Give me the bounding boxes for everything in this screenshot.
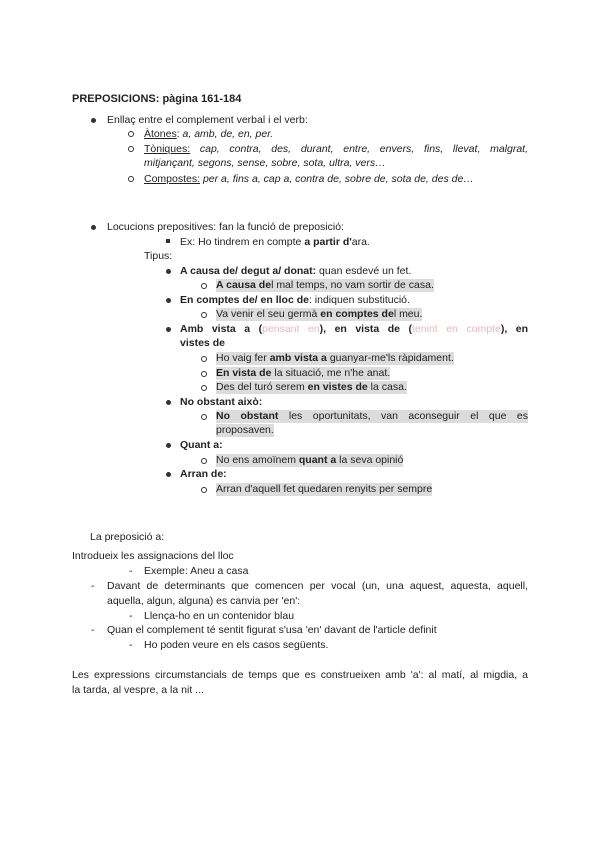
example-pre: Va venir el seu germà: [216, 308, 321, 320]
bullet-icon: [166, 472, 171, 477]
circle-bullet-icon: [201, 385, 207, 391]
circle-bullet-icon: [201, 371, 207, 377]
circle-bullet-icon: [128, 146, 134, 152]
example-post: l mal temps, no vam sortir de casa.: [271, 279, 434, 291]
example-post: ara.: [351, 236, 370, 248]
example-bold: amb vista a: [269, 352, 327, 364]
locution-example: [216, 410, 528, 423]
compostes-label: Compostes:: [144, 173, 201, 185]
bullet-icon: [166, 400, 171, 405]
locution-item: [180, 265, 411, 278]
tipus-label: Tipus:: [144, 250, 173, 262]
locution-item: [180, 439, 223, 452]
rule-1-line-1: Davant de determinants que comencen per vocal (un, una aquest, aquesta, aquell,: [107, 580, 528, 592]
locution-item: [180, 294, 410, 307]
rule-1-example: Llença-ho en un contenidor blau: [144, 610, 295, 622]
rule-2: Quan el complement té sentit figurat s'usa 'en' davant de l'article definit: [107, 624, 437, 636]
bullet-icon: [166, 298, 171, 303]
example-bold: A causa de: [216, 279, 272, 291]
bullet-icon: [166, 327, 171, 332]
locution-example: [216, 381, 407, 394]
locution-label: No obstant això:: [180, 396, 263, 408]
locution-example-line2: proposaven.: [216, 424, 274, 436]
atones-line: Àtones: a, amb, de, en, per.: [144, 128, 274, 140]
section-title: La preposició a:: [90, 531, 165, 543]
closing-line-1: Les expressions circumstancials de temps que es construeixen amb 'a': al matí, al migdia, a: [72, 669, 528, 681]
locution-label: En comptes de/ en lloc de: [180, 294, 309, 306]
rule-1-line-2: aquella, algun, alguna) es canvia per 'en':: [107, 595, 301, 607]
locution-gloss-2: tenint en compte: [412, 323, 501, 335]
toniques-text-2: mitjançant, segons, sense, sobre, sota, ultra, vers…: [144, 157, 386, 169]
square-bullet-icon: [166, 239, 170, 243]
locution-gloss-1: pensant en: [262, 323, 320, 335]
locution-label: Arran de:: [180, 468, 227, 480]
locution-after: quan esdevé un fet.: [316, 265, 412, 277]
example-post: l meu.: [393, 308, 423, 320]
example-line: Exemple: Aneu a casa: [144, 565, 249, 577]
example-bold: a partir d': [304, 236, 352, 248]
locution-label-1: Amb vista a (: [180, 323, 263, 335]
circle-bullet-icon: [201, 312, 207, 318]
dash-bullet-icon: -: [91, 624, 95, 636]
locution-after: : indiquen substitució.: [308, 294, 410, 306]
locution-item: [180, 323, 528, 336]
locucions-intro: Locucions prepositives: fan la funció de preposició:: [107, 221, 344, 233]
circle-bullet-icon: [128, 131, 134, 137]
example-post: la casa.: [367, 381, 407, 393]
atones-label: Àtones: [144, 128, 177, 140]
circle-bullet-icon: [201, 414, 207, 420]
dash-bullet-icon: -: [129, 565, 133, 577]
locution-example: [216, 454, 403, 467]
bullet-icon: [91, 225, 96, 230]
toniques-label: Tòniques:: [144, 143, 191, 155]
locution-item: [180, 468, 227, 481]
locucions-example: [180, 236, 370, 249]
dash-bullet-icon: -: [91, 580, 95, 592]
page-title: PREPOSICIONS: pàgina 161-184: [72, 93, 242, 105]
example-post: Arran d'aquell fet quedaren renyits per sempre: [216, 483, 433, 495]
example-bold: en comptes de: [320, 308, 394, 320]
locution-example: [216, 483, 432, 496]
example-post: la seva opinió: [336, 454, 404, 466]
bullet-icon: [166, 269, 171, 274]
rule-2-example: Ho poden veure en els casos següents.: [144, 639, 329, 651]
example-pre: Des del turó serem: [216, 381, 308, 393]
toniques-line-1: [144, 143, 528, 156]
example-pre: Ho vaig fer: [216, 352, 270, 364]
example-bold: en vistes de: [307, 381, 368, 393]
dash-bullet-icon: -: [129, 639, 133, 651]
toniques-text-1: cap, contra, des, durant, entre, envers, fins, llevat, malgrat,: [199, 143, 529, 155]
toniques-line-2: [144, 157, 386, 170]
locution-example: [216, 279, 434, 292]
example-pre: Ex: Ho tindrem en compte: [180, 236, 305, 248]
preposicio-intro: Introdueix les assignacions del lloc: [72, 550, 234, 562]
example-post: la situació, me n'he anat.: [271, 367, 391, 379]
locution-label: A causa de/ degut a/ donat:: [180, 265, 317, 277]
locution-example: [216, 367, 390, 380]
atones-text: a, amb, de, en, per.: [182, 128, 274, 140]
locution-item-line2: vistes de: [180, 337, 225, 349]
bullet-icon: [166, 443, 171, 448]
locution-item: [180, 396, 262, 409]
example-bold: No obstant: [216, 410, 279, 422]
dash-bullet-icon: -: [129, 610, 133, 622]
circle-bullet-icon: [128, 176, 134, 182]
bullet-icon: [91, 118, 96, 123]
circle-bullet-icon: [201, 487, 207, 493]
closing-line-2: la tarda, al vespre, a la nit ...: [72, 684, 204, 696]
locution-label-3: ), en: [500, 323, 528, 335]
locution-label: Quant a:: [180, 439, 223, 451]
example-bold: En vista de: [216, 367, 272, 379]
circle-bullet-icon: [201, 283, 207, 289]
example-pre: No ens amoïnem: [216, 454, 299, 466]
compostes-text: per a, fins a, cap a, contra de, sobre de, sota de, des de…: [202, 173, 474, 185]
compostes-line: [144, 173, 474, 186]
example-bold: quant a: [298, 454, 337, 466]
locution-label-2: ), en vista de (: [319, 323, 413, 335]
circle-bullet-icon: [201, 356, 207, 362]
circle-bullet-icon: [201, 458, 207, 464]
example-post: les oportunitats, van aconseguir el que es: [278, 410, 528, 422]
example-post: guanyar-me'ls ràpidament.: [326, 352, 454, 364]
enllac-intro: Enllaç entre el complement verbal i el verb:: [107, 114, 308, 126]
locution-example: [216, 308, 422, 321]
locution-example: [216, 352, 454, 365]
